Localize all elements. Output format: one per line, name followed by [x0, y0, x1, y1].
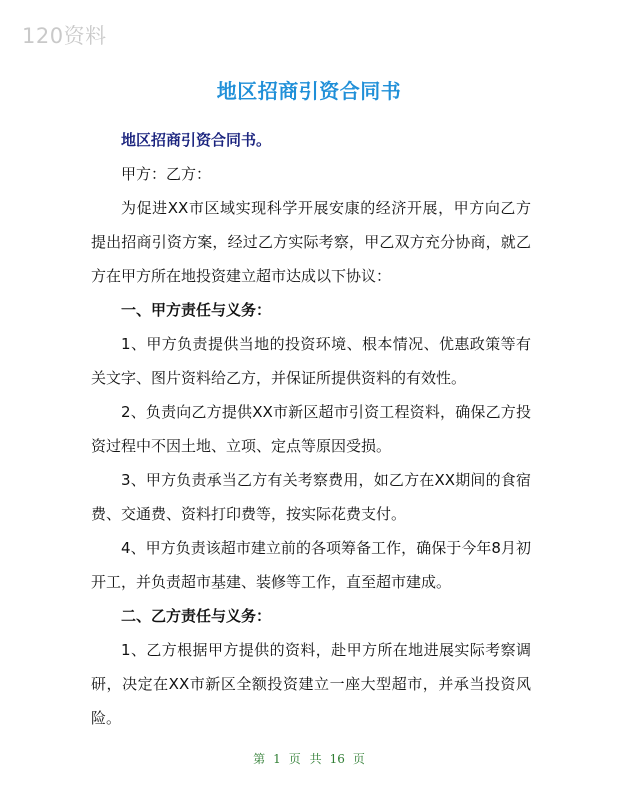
clause-b-1: 1、乙方根据甲方提供的资料，赴甲方所在地进展实际考察调研，决定在XX市新区全额投资建立一座大型超市，并承当投资风险。: [91, 641, 531, 727]
current-page-number: 1: [273, 752, 281, 766]
clause-a-4: 4、甲方负责该超市建立前的各项筹备工作，确保于今年8月初开工，并负责超市基建、装修等工作，直至超市建成。: [91, 539, 531, 591]
intro-paragraph: 为促进XX市区域实现科学开展安康的经济开展，甲方向乙方提出招商引资方案，经过乙方实际考察，甲乙双方充分协商，就乙方在甲方所在地投资建立超市达成以下协议：: [91, 199, 531, 285]
watermark: 120资料: [22, 24, 107, 48]
footer-suffix: 页: [352, 752, 365, 766]
footer-prefix: 第: [253, 752, 266, 766]
section-heading-party-b: 二、乙方责任与义务：: [121, 607, 272, 625]
clause-a-1: 1、甲方负责提供当地的投资环境、根本情况、优惠政策等有关文字、图片资料给乙方，并保证所提供资料的有效性。: [91, 335, 531, 387]
clause-a-3: 3、甲方负责承当乙方有关考察费用，如乙方在XX期间的食宿费、交通费、资料打印费等，按实际花费支付。: [91, 471, 531, 523]
total-pages: 16: [329, 752, 345, 766]
document-body: [91, 123, 531, 735]
parties-line: 甲方：乙方：: [121, 165, 212, 183]
clause-a-2: 2、负责向乙方提供XX市新区超市引资工程资料，确保乙方投资过程中不因土地、立项、定点等原因受损。: [91, 403, 531, 455]
section-heading-party-a: 一、甲方责任与义务：: [121, 301, 272, 319]
document-subtitle: 地区招商引资合同书。: [121, 131, 272, 149]
footer-middle: 页 共: [288, 752, 322, 766]
document-title: 地区招商引资合同书: [216, 79, 402, 103]
page-footer: [0, 750, 618, 767]
